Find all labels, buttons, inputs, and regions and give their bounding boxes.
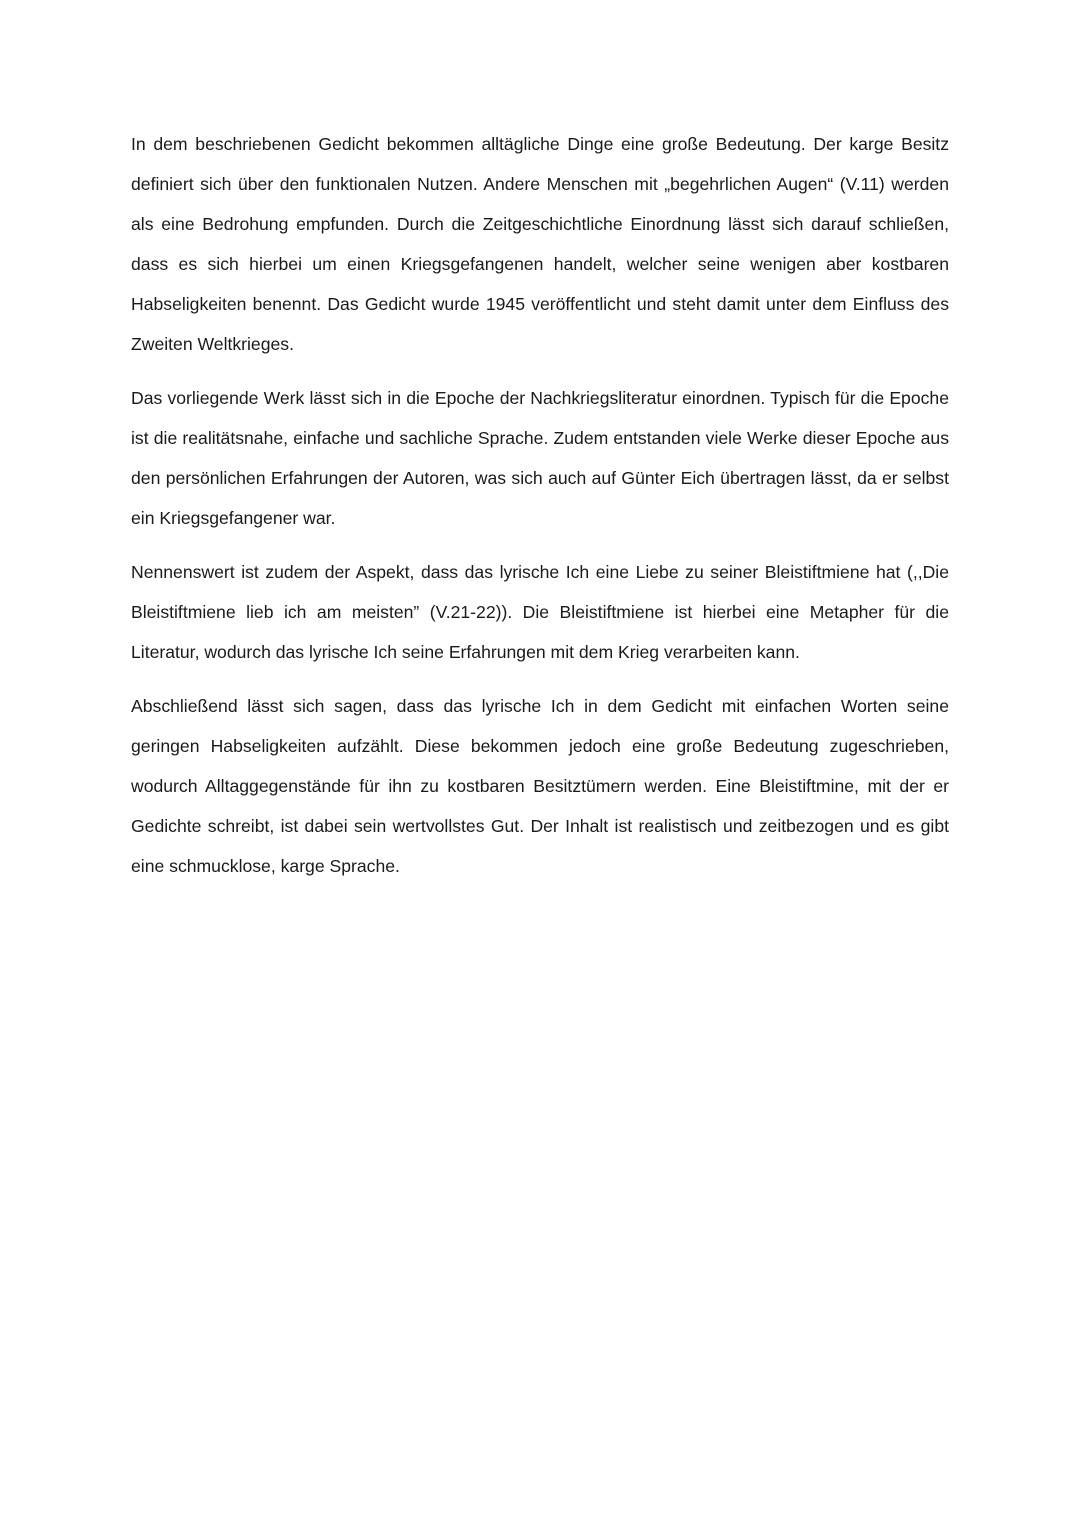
paragraph-epoch: Das vorliegende Werk lässt sich in die Epoche der Nachkriegsliteratur einordnen. Typisch für die Epoche ist die realitätsnahe, einfache und sachliche Sprache. Zudem entstanden viele Werke dieser Epoche aus den persönlichen Erfahrungen der Autoren, was sich auch auf Günter Eich übertragen lässt, da er selbst ein Kriegsgefangener war. [131, 388, 949, 528]
paragraph-conclusion: Abschließend lässt sich sagen, dass das lyrische Ich in dem Gedicht mit einfachen Worten seine geringen Habseligkeiten aufzählt. Diese bekommen jedoch eine große Bedeutung zugeschrieben, wodurch Alltaggegenstände für ihn zu kostbaren Besitztümern werden. Eine Bleistiftmine, mit der er Gedichte schreibt, ist dabei sein wertvollstes Gut. Der Inhalt ist realistisch und zeitbezogen und es gibt eine schmucklose, karge Sprache. [131, 696, 949, 876]
document-body [131, 124, 949, 900]
paragraph-interpretation: In dem beschriebenen Gedicht bekommen alltägliche Dinge eine große Bedeutung. Der karge Besitz definiert sich über den funktionalen Nutzen. Andere Menschen mit „begehrlichen Augen“ (V.11) werden als eine Bedrohung empfunden. Durch die Zeitgeschichtliche Einordnung lässt sich darauf schließen, dass es sich hierbei um einen Kriegsgefangenen handelt, welcher seine wenigen aber kostbaren Habseligkeiten benennt. Das Gedicht wurde 1945 veröffentlicht und steht damit unter dem Einfluss des Zweiten Weltkrieges. [131, 134, 949, 354]
paragraph-pencil-lead: Nennenswert ist zudem der Aspekt, dass das lyrische Ich eine Liebe zu seiner Bleistiftmiene hat (,,Die Bleistiftmiene lieb ich am meisten” (V.21-22)). Die Bleistiftmiene ist hierbei eine Metapher für die Literatur, wodurch das lyrische Ich seine Erfahrungen mit dem Krieg verarbeiten kann. [131, 562, 949, 662]
